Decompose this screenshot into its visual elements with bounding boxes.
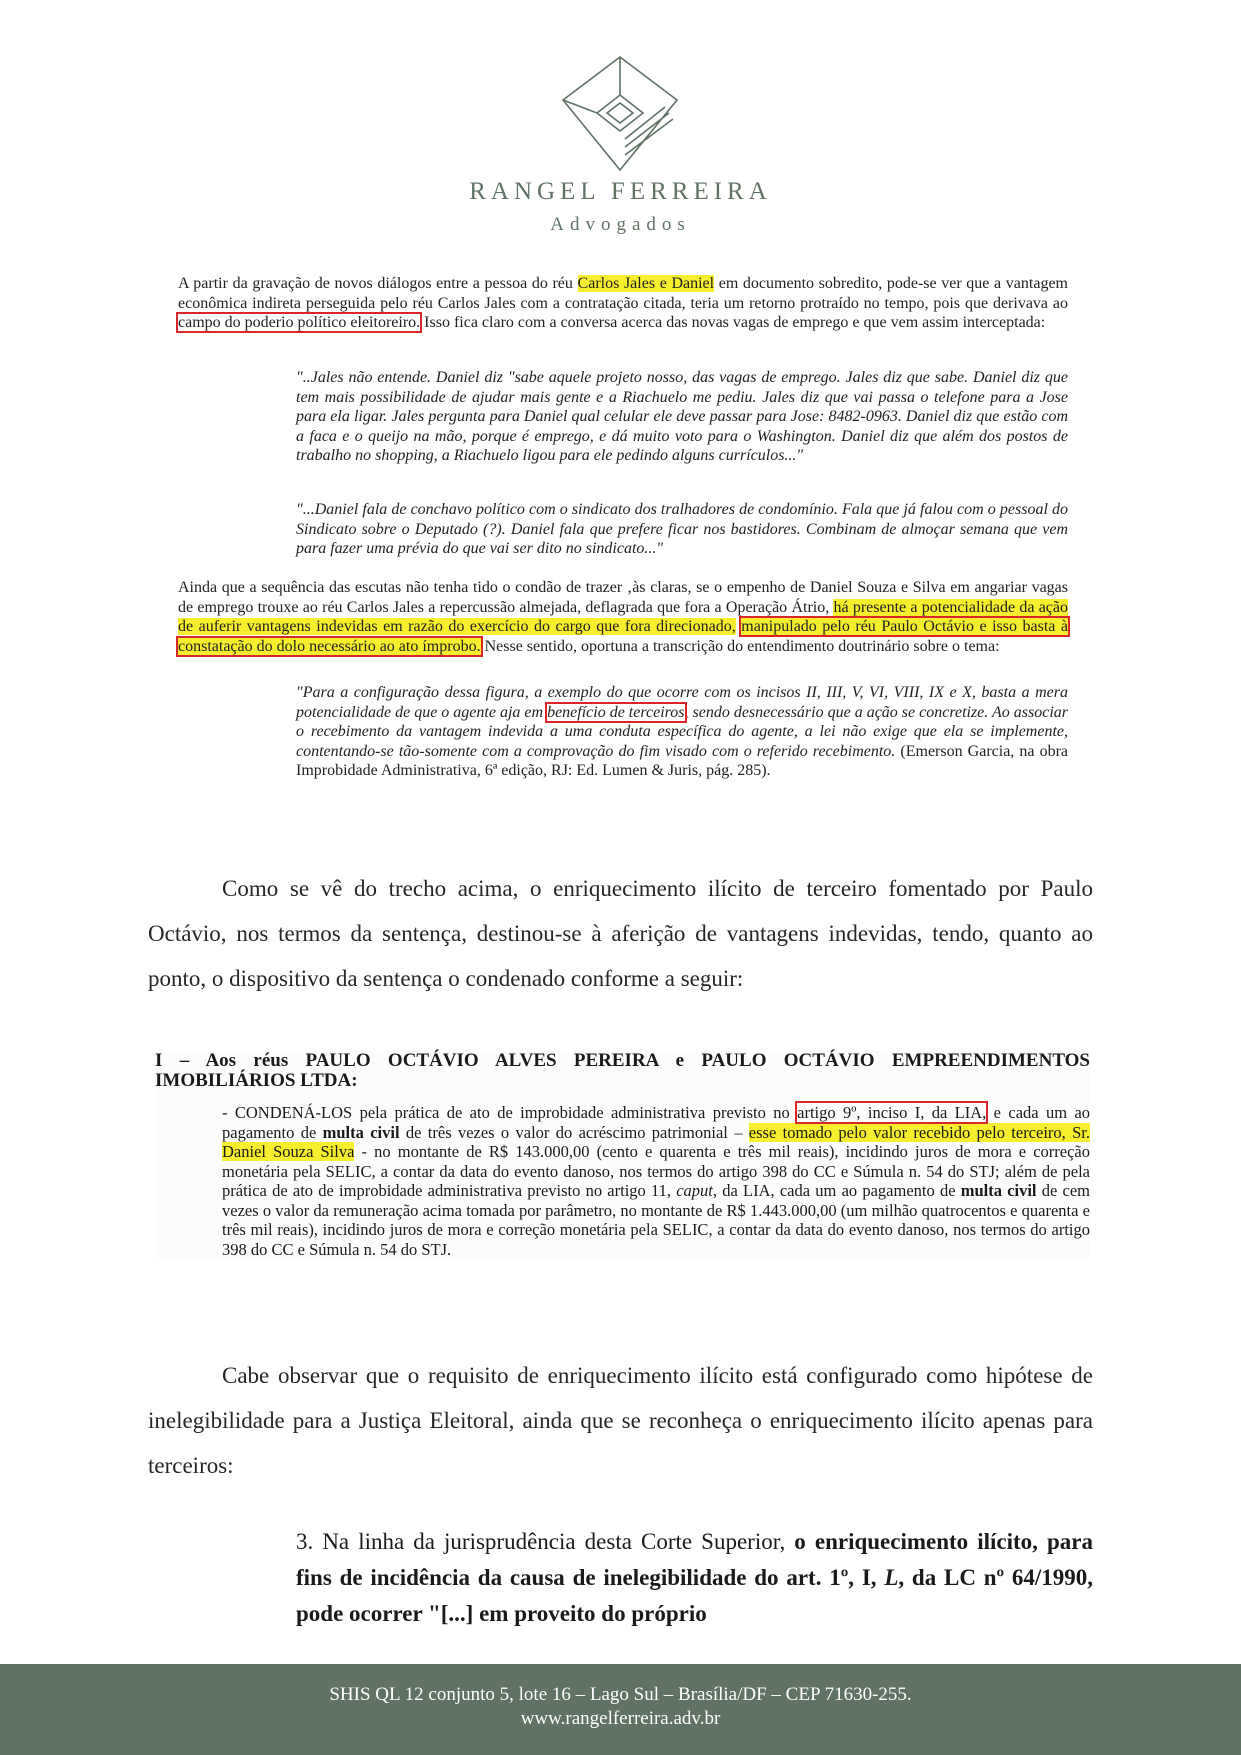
jurisprudence-citation <box>296 1524 1093 1632</box>
text: em documento sobredito, pode-se ver que a vantagem econômica indireta perseguida pelo réu Carlos Jales com a contratação citada, teria um retorno protraído no tempo, pois que derivava ao <box>178 275 1068 312</box>
bold-multa-civil: multa civil <box>322 1122 400 1142</box>
italic-caput: caput <box>676 1181 713 1200</box>
bold-multa-civil-2: multa civil <box>960 1181 1037 1200</box>
scanned-quote-1: "..Jales não entende. Daniel diz "sabe aquele projeto nosso, das vagas de emprego. Jales diz que sabe. Daniel diz que tem mais possibilidade de ajudar mais gente e a Riachuelo me pediu. Jales diz que vai passa o telefone para a Jose para ela ligar. Jales pergunta para Daniel qual celular ele deve passar para Jose: 8482-0963. Daniel diz que estão com a faca e o queijo na mão, porque é emprego, e dá muito voto para o Washington. Daniel diz que além dos postos de trabalho no shopping, a Riachuelo ligou para ele pedindo alguns currículos..." <box>296 369 1068 464</box>
footer <box>0 1664 1241 1755</box>
text: - no montante de R$ 143.000,00 (cento e quarenta e três mil reais), incidindo juros de mora e correção monetária pela SELIC, a contar da data do evento danoso, nos termos do artigo 398 do CC e Súmula n. 54 do STJ; além de pela prática de ato de improbidade administrativa previsto no artigo 11, <box>222 1142 1090 1200</box>
text: Isso fica claro com a conversa acerca das novas vagas de emprego e que vem assim interceptada: <box>420 314 1046 331</box>
scanned-quote-3 <box>296 683 1068 781</box>
text: de três vezes o valor do acréscimo patrimonial – <box>399 1122 749 1142</box>
text: e cada um ao pagamento de <box>222 1103 1091 1142</box>
highlight-terceiro: esse tomado pelo valor recebido pelo terceiro, Sr. Daniel Souza Silva <box>222 1122 1091 1161</box>
text: - CONDENÁ-LOS pela prática de ato de improbidade administrativa previsto no <box>222 1103 798 1122</box>
scanned-paragraph-2 <box>178 578 1068 656</box>
boxed-phrase-manipulado: manipulado pelo réu Paulo Octávio e isso basta à constatação do dolo necessário ao ato ímprobo. <box>178 618 1069 655</box>
brand-subtitle: Advogados <box>550 214 691 235</box>
text: Como se vê do trecho acima, o enriquecimento ilícito de terceiro fomentado por Paulo Octávio, nos termos da sentença, destinou-se à aferição de vantagens indevidas, tendo, quanto ao ponto, o dispositivo da sentença o condenado conforme a seguir: <box>148 876 1093 991</box>
text: Nesse sentido, oportuna a transcrição do entendimento doutrinário sobre o tema: <box>480 637 1000 655</box>
highlight-names: Carlos Jales e Daniel <box>577 275 715 292</box>
scanned-paragraph-1 <box>178 274 1068 333</box>
text: 3. Na linha da jurisprudência desta Corte Superior, <box>296 1529 795 1554</box>
boxed-artigo-9: artigo 9º, inciso I, da LIA, <box>797 1103 987 1122</box>
bold-italic-letter: L <box>884 1565 899 1590</box>
footer-website[interactable]: www.rangelferreira.adv.br <box>520 1708 721 1729</box>
text: A partir da gravação de novos diálogos entre a pessoa do réu <box>178 275 578 292</box>
sentence-excerpt <box>155 1051 1090 1259</box>
bold-text: , da LC nº 64/1990, pode ocorrer "[...] em proveito do próprio <box>296 1565 1094 1626</box>
scanned-quote-2: "...Daniel fala de conchavo político com o sindicato dos tralhadores de condomínio. Fala que já falou com o pessoal do Sindicato sobre o Deputado (?). Daniel fala que prefere ficar nos bastidores. Combinam de almoçar semana que vem para fazer uma prévia do que vai ser dito no sindicato..." <box>296 501 1068 557</box>
text: de cem vezes o valor da remuneração acima tomada por parâmetro, no montante de R$ 1.443.000,00 (um milhão quatrocentos e quarenta e três mil reais), incidindo juros de mora e correção monetária pela SELIC, a contar da data do evento danoso, nos termos do artigo 398 do CC e Súmula n. 54 do STJ. <box>222 1181 1091 1259</box>
firm-logo-icon <box>555 55 685 175</box>
text: Ainda que a sequência das escutas não tenha tido o condão de trazer ‚às claras, se o empenho de Daniel Souza e Silva em angariar vagas de emprego trouxe ao réu Carlos Jales a repercussão almejada, deflagrada que fora a Operação Átrio, <box>178 579 1068 616</box>
body-paragraph-1 <box>148 866 1093 1001</box>
bold-text: o enriquecimento ilícito, para fins de incidência da causa de inelegibilidade do art. 1º, I, <box>296 1529 1093 1590</box>
text: Cabe observar que o requisito de enriquecimento ilícito está configurado como hipótese de inelegibilidade para a Justiça Eleitoral, ainda que se reconheça o enriquecimento ilícito apenas para terceiros: <box>148 1363 1093 1478</box>
brand-name: RANGEL FERREIRA <box>469 178 772 205</box>
highlight-potencialidade: há presente a potencialidade da ação de auferir vantagens indevidas em razão do exercício do cargo que fora direcionado, <box>178 598 1069 635</box>
sentence-heading: I – Aos réus PAULO OCTÁVIO ALVES PEREIRA e PAULO OCTÁVIO EMPREENDIMENTOS IMOBILIÁRIOS LTDA: <box>155 1050 1090 1091</box>
text: , sendo desnecessário que a ação se concretize. Ao associar o recebimento da vantagem indevida a uma conduta específica do agente, a lei não exige que ela se implemente, contentando-se tão-somente com a comprovação do fim visado com o referido recebimento. <box>296 703 1069 760</box>
boxed-phrase-beneficio: benefício de terceiros <box>547 703 685 721</box>
footer-address: SHIS QL 12 conjunto 5, lote 16 – Lago Sul – Brasília/DF – CEP 71630-255. <box>329 1684 912 1705</box>
text: "Para a configuração dessa figura, a exemplo do que ocorre com os incisos II, III, V, VI, VIII, IX e X, basta a mera potencialidade de que o agente aja em <box>296 684 1068 721</box>
doctrine-reference: (Emerson Garcia, na obra Improbidade Administrativa, 6ª edição, RJ: Ed. Lumen & Juris, pág. 285). <box>296 742 1068 779</box>
text: , da LIA, cada um ao pagamento de <box>712 1181 961 1200</box>
body-paragraph-2 <box>148 1353 1093 1488</box>
boxed-phrase-campo-poderio: campo do poderio político eleitoreiro. <box>178 314 421 331</box>
sentence-body <box>222 1103 1090 1259</box>
